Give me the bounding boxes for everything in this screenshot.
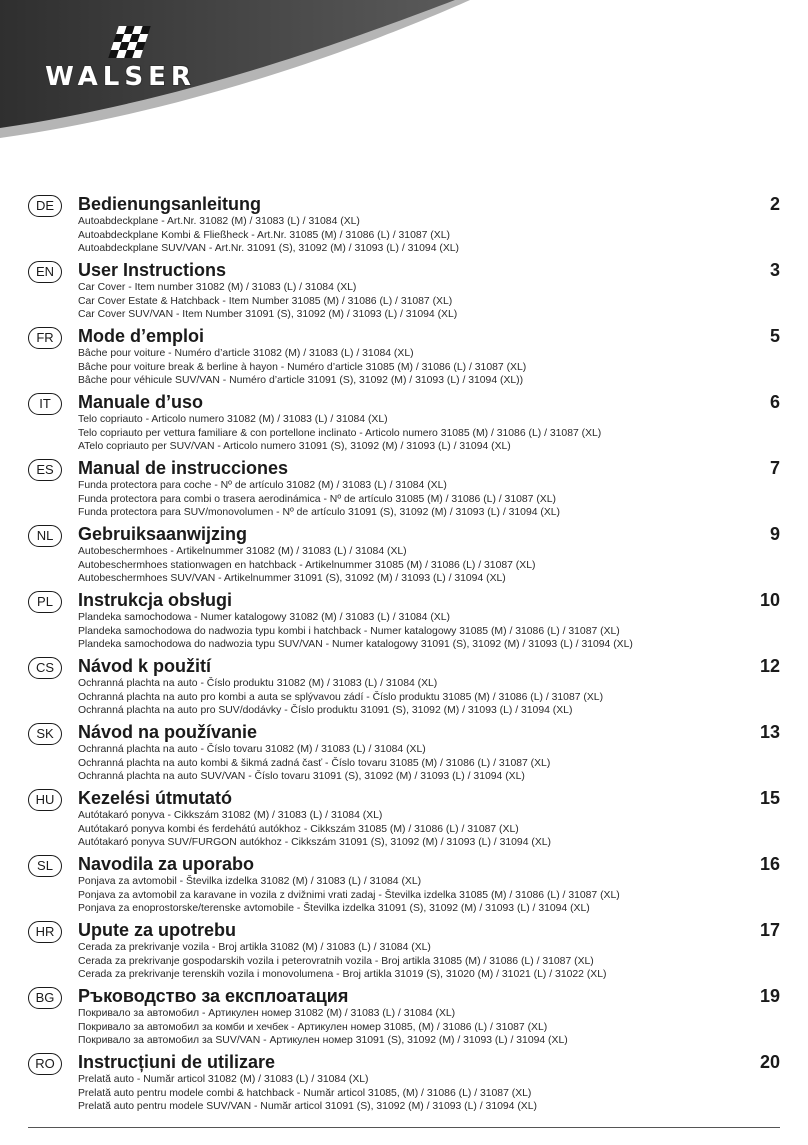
page-number: 12 [759,656,780,676]
language-badge: NL [28,525,62,547]
product-line: Autótakaró ponyva - Cikkszám 31082 (M) / 31083 (L) / 31084 (XL) [78,810,383,821]
language-badge: SK [28,723,62,745]
product-line: Prelată auto pentru modele SUV/VAN - Număr articol 31091 (S), 31092 (M) / 31093 (L) / 31094 (XL) [78,1101,537,1113]
product-line: Car Cover SUV/VAN - Item Number 31091 (S), 31092 (M) / 31093 (L) / 31094 (XL) [78,309,458,321]
product-line: Ponjava za enoprostorske/terenske avtomobile - Številka izdelka 31091 (S), 31092 (M) / 31093 (L) / 31094 (XL) [78,903,590,915]
header-banner [0,0,808,160]
section-title: User Instructions [78,260,227,280]
language-badge: ES [28,459,62,481]
page-number: 6 [769,392,780,412]
product-line: Prelată auto pentru modele combi & hatchback - Număr articol 31085, (M) / 31086 (L) / 31087 (XL) [78,1087,532,1099]
product-lines [78,479,560,520]
product-lines [78,347,526,388]
section-title: Ръководство за експлоатация [78,986,349,1006]
product-line: Funda protectora para SUV/monovolumen - Nº de artículo 31091 (S), 31092 (M) / 31093 (L) / 31094 (XL) [78,507,561,519]
language-badge: BG [28,987,62,1009]
product-lines [78,1073,537,1114]
language-badge: HR [28,921,62,943]
language-badge: CS [28,657,62,679]
section-title: Manual de instrucciones [78,458,289,478]
product-line: Bâche pour voiture break & berline à hayon - Numéro d’article 31085 (M) / 31086 (L) / 31087 (XL) [78,361,527,373]
section-title: Navodila za uporabo [78,854,255,874]
page-number: 2 [769,194,780,214]
page-number: 7 [769,458,780,478]
page-number: 15 [759,788,780,808]
product-line: Telo copriauto - Articolo numero 31082 (M) / 31083 (L) / 31084 (XL) [78,414,388,425]
product-line: Autótakaró ponyva kombi és ferdehátú autókhoz - Cikkszám 31085 (M) / 31086 (L) / 31087 (XL) [78,823,519,835]
product-lines [78,413,601,454]
product-line: Prelată auto - Număr articol 31082 (M) / 31083 (L) / 31084 (XL) [78,1074,369,1085]
product-line: Autoabdeckplane - Art.Nr. 31082 (M) / 31083 (L) / 31084 (XL) [78,216,360,227]
page-number: 13 [759,722,780,742]
page-number: 16 [759,854,780,874]
section-title: Instrucțiuni de utilizare [78,1052,276,1072]
page-number: 17 [759,920,780,940]
product-line: Plandeka samochodowa do nadwozia typu SUV/VAN - Numer katalogowy 31091 (S), 31092 (M) / 31093 (L) / 31094 (XL) [78,639,633,651]
product-line: Cerada za prekrivanje vozila - Broj artikla 31082 (M) / 31083 (L) / 31084 (XL) [78,942,431,953]
product-line: Car Cover Estate & Hatchback - Item Number 31085 (M) / 31086 (L) / 31087 (XL) [78,295,453,307]
section-title: Upute za upotrebu [78,920,236,940]
bottom-divider [28,1127,780,1128]
product-line: Telo copriauto per vettura familiare & con portellone inclinato - Articolo numero 31085 (M) / 31086 (L) / 31087 (XL) [78,427,602,439]
product-line: Ochranná plachta na auto pro kombi a auta se splývavou zádí - Číslo produktu 31085 (M) / 31086 (L) / 31087 (XL) [78,691,604,703]
product-line: Autoabdeckplane SUV/VAN - Art.Nr. 31091 (S), 31092 (M) / 31093 (L) / 31094 (XL) [78,243,459,255]
product-line: Ochranná plachta na auto SUV/VAN - Číslo tovaru 31091 (S), 31092 (M) / 31093 (L) / 31094 (XL) [78,771,525,783]
section-title: Gebruiksaanwijzing [78,524,248,544]
product-lines [78,809,551,850]
product-lines [78,677,603,718]
language-badge: PL [28,591,62,613]
page-number: 20 [759,1052,780,1072]
product-lines [78,545,535,586]
section-title: Mode d’emploi [78,326,204,346]
product-line: Funda protectora para coche - Nº de artículo 31082 (M) / 31083 (L) / 31084 (XL) [78,480,447,491]
product-line: Plandeka samochodowa do nadwozia typu kombi i hatchback - Numer katalogowy 31085 (M) / 31086 (L) / 31087 (XL) [78,625,620,637]
product-line: Ochranná plachta na auto - Číslo produktu 31082 (M) / 31083 (L) / 31084 (XL) [78,678,438,689]
language-badge: HU [28,789,62,811]
product-line: Bâche pour véhicule SUV/VAN - Numéro d’article 31091 (S), 31092 (M) / 31093 (L) / 31094 (XL)) [78,375,524,387]
page-number: 19 [759,986,780,1006]
product-lines [78,743,550,784]
product-line: Car Cover - Item number 31082 (M) / 31083 (L) / 31084 (XL) [78,282,357,293]
page-number: 10 [759,590,780,610]
product-lines [78,1007,568,1048]
product-line: Autobeschermhoes stationwagen en hatchback - Artikelnummer 31085 (M) / 31086 (L) / 31087 (XL) [78,559,536,571]
language-badge: IT [28,393,62,415]
product-line: Autótakaró ponyva SUV/FURGON autókhoz - Cikkszám 31091 (S), 31092 (M) / 31093 (L) / 31094 (XL) [78,837,551,849]
product-line: Ochranná plachta na auto kombi & šikmá zadná časť - Číslo tovaru 31085 (M) / 31086 (L) / 31087 (XL) [78,757,551,769]
product-line: Покривало за автомобил за комби и хечбек - Артикулен номер 31085, (M) / 31086 (L) / 31087 (XL) [78,1021,548,1033]
section-title: Kezelési útmutató [78,788,233,808]
product-line: Autoabdeckplane Kombi & Fließheck - Art.Nr. 31085 (M) / 31086 (L) / 31087 (XL) [78,229,450,241]
language-badge: DE [28,195,62,217]
product-lines [78,875,620,916]
product-line: Autobeschermhoes SUV/VAN - Artikelnummer 31091 (S), 31092 (M) / 31093 (L) / 31094 (XL) [78,573,506,585]
section-title: Bedienungsanleitung [78,194,262,214]
product-lines [78,611,633,652]
section-title: Manuale d’uso [78,392,204,412]
product-line: Ponjava za avtomobil za karavane in vozila z dvižnimi vrati zadaj - Številka izdelka 31085 (M) / 31086 (L) / 31087 (XL) [78,889,620,901]
product-line: Покривало за автомобил - Артикулен номер 31082 (M) / 31083 (L) / 31084 (XL) [78,1008,456,1019]
product-line: Ochranná plachta na auto - Číslo tovaru 31082 (M) / 31083 (L) / 31084 (XL) [78,744,426,755]
product-lines [78,215,459,256]
section-title: Návod na používanie [78,722,258,742]
product-line: Autobeschermhoes - Artikelnummer 31082 (M) / 31083 (L) / 31084 (XL) [78,546,407,557]
page-number: 3 [769,260,780,280]
product-line: Cerada za prekrivanje terenskih vozila i monovolumena - Broj artikla 31019 (S), 31020 (M) / 31021 (L) / 31022 (XL) [78,969,607,981]
product-line: Funda protectora para combi o trasera aerodinámica - Nº de artículo 31085 (M) / 31086 (L) / 31087 (XL) [78,493,556,505]
walser-logo [28,22,213,92]
section-title: Instrukcja obsługi [78,590,233,610]
checkered-flag-icon [100,22,160,64]
product-lines [78,281,457,322]
section-title: Návod k použití [78,656,212,676]
product-line: Plandeka samochodowa - Numer katalogowy 31082 (M) / 31083 (L) / 31084 (XL) [78,612,450,623]
product-lines [78,941,606,982]
page-number: 9 [769,524,780,544]
product-line: Покривало за автомобил за SUV/VAN - Артикулен номер 31091 (S), 31092 (M) / 31093 (L) / 31094 (XL) [78,1035,568,1047]
language-badge: EN [28,261,62,283]
brand-name: WALSER [45,62,196,92]
product-line: ATelo copriauto per SUV/VAN - Articolo numero 31091 (S), 31092 (M) / 31093 (L) / 31094 (XL) [78,441,511,453]
product-line: Bâche pour voiture - Numéro d’article 31082 (M) / 31083 (L) / 31084 (XL) [78,348,414,359]
language-badge: RO [28,1053,62,1075]
product-line: Ochranná plachta na auto pro SUV/dodávky - Číslo produktu 31091 (S), 31092 (M) / 31093 (L) / 31094 (XL) [78,705,573,717]
language-badge: SL [28,855,62,877]
product-line: Cerada za prekrivanje gospodarskih vozila i peterovratnih vozila - Broj artikla 31085 (M) / 31086 (L) / 31087 (XL) [78,955,594,967]
language-badge: FR [28,327,62,349]
product-line: Ponjava za avtomobil - Številka izdelka 31082 (M) / 31083 (L) / 31084 (XL) [78,876,422,887]
page-number: 5 [769,326,780,346]
